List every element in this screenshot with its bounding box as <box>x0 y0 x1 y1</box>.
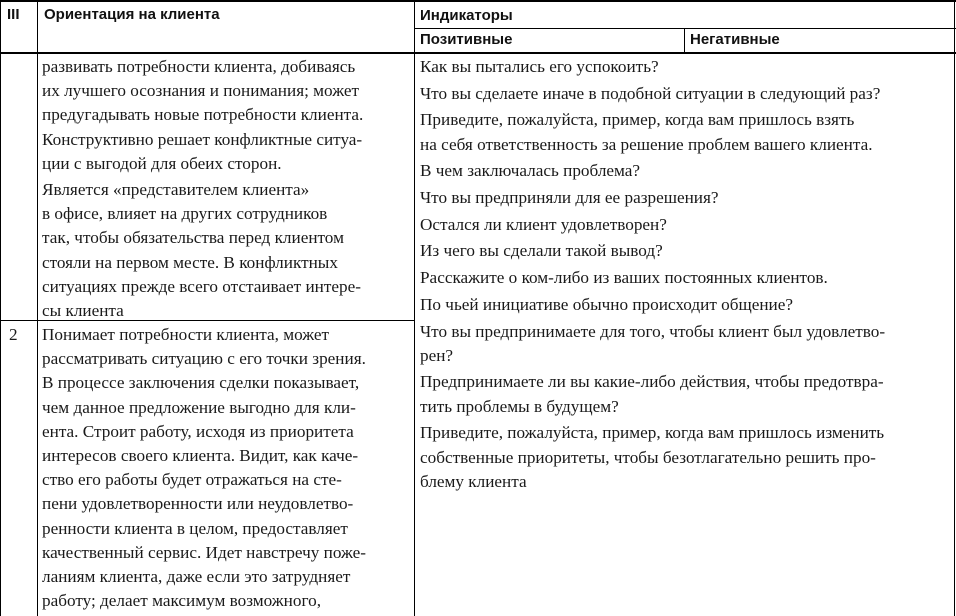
table-right-border <box>954 0 955 616</box>
text-line: работу; делает максимум возможного, <box>42 591 321 611</box>
question-item <box>420 266 952 290</box>
positive-negative-divider <box>684 28 685 54</box>
question-line: Что вы предпринимаете для того, чтобы клиент был удовлетво- <box>420 321 886 341</box>
question-line: Как вы пытались его успокоить? <box>420 57 659 76</box>
header-negative: Негативные <box>690 31 780 48</box>
question-line: По чьей инициативе обычно происходит общение? <box>420 294 793 314</box>
row-1-description <box>42 55 412 323</box>
header-indicators: Индикаторы <box>420 7 513 24</box>
header-bottom-border <box>0 52 956 54</box>
text-line: так, чтобы обязательства перед клиентом <box>42 228 344 248</box>
text-line: их лучшего осознания и понимания; может <box>42 81 360 101</box>
question-item <box>420 55 952 79</box>
question-item <box>420 293 952 317</box>
question-line: Из чего вы сделали такой вывод? <box>420 241 663 261</box>
question-line: Остался ли клиент удовлетворен? <box>420 214 667 234</box>
text-line: сы клиента <box>42 301 124 321</box>
text-line: пени удовлетворенности или неудовлетво- <box>42 494 354 514</box>
text-line: Является «представителем клиента» <box>42 180 310 200</box>
question-item <box>420 82 952 106</box>
row-2-level: 2 <box>9 325 18 344</box>
text-line: Понимает потребности клиента, может <box>42 325 330 344</box>
text-line: в офисе, влияет на других сотрудников <box>42 204 328 224</box>
text-line: предугадывать новые потребности клиента. <box>42 105 364 125</box>
question-line: тить проблемы в будущем? <box>420 396 619 416</box>
text-line: развивать потребности клиента, добиваясь <box>42 57 356 76</box>
question-line: Что вы предприняли для ее разрешения? <box>420 188 719 208</box>
text-line: чем данное предложение выгодно для кли- <box>42 397 356 417</box>
text-line: ента. Строит работу, исходя из приоритета <box>42 421 354 441</box>
header-positive: Позитивные <box>420 31 513 48</box>
text-line: ство его работы будет отражаться на сте- <box>42 470 342 490</box>
table-top-border <box>0 0 956 2</box>
row-2-paragraph-1 <box>42 323 412 613</box>
text-line: стояли на первом месте. В конфликтных <box>42 252 338 272</box>
question-item <box>420 320 952 368</box>
indicators-divider <box>414 28 956 29</box>
question-line: собственные приоритеты, чтобы безотлагательно решить про- <box>420 447 876 467</box>
header-competency: Ориентация на клиента <box>44 6 220 23</box>
question-line: Предпринимаете ли вы какие-либо действия, чтобы предотвра- <box>420 372 884 392</box>
table-left-border <box>0 0 1 616</box>
text-line: В процессе заключения сделки показывает, <box>42 373 360 393</box>
question-item <box>420 159 952 183</box>
text-line: ситуациях прежде всего отстаивает интере- <box>42 276 361 296</box>
question-line: Что вы сделаете иначе в подобной ситуации в следующий раз? <box>420 83 881 103</box>
question-line: блему клиента <box>420 471 527 491</box>
text-line: Конструктивно решает конфликтные ситуа- <box>42 129 363 149</box>
positive-indicators-questions <box>420 55 952 496</box>
num-col-divider <box>37 0 38 616</box>
question-item <box>420 370 952 418</box>
row-1-paragraph-2 <box>42 178 412 323</box>
question-line: на себя ответственность за решение проблем вашего клиента. <box>420 134 873 154</box>
question-item <box>420 186 952 210</box>
question-line: Приведите, пожалуйста, пример, когда вам пришлось взять <box>420 110 855 130</box>
text-line: интересов своего клиента. Видит, как каче- <box>42 446 359 466</box>
question-line: В чем заключалась проблема? <box>420 161 641 181</box>
text-line: рассматривать ситуацию с его точки зрения. <box>42 349 366 369</box>
text-line: ланиям клиента, даже если это затрудняет <box>42 567 351 587</box>
question-line: Расскажите о ком-либо из ваших постоянных клиентов. <box>420 268 828 288</box>
row-2-description <box>42 323 412 613</box>
text-line: ренности клиента в целом, предоставляет <box>42 518 348 538</box>
question-line: рен? <box>420 345 454 365</box>
text-line: качественный сервис. Идет навстречу поже- <box>42 542 367 562</box>
header-num: III <box>7 6 20 23</box>
row-1-paragraph-1 <box>42 55 412 176</box>
question-item <box>420 108 952 156</box>
question-line: Приведите, пожалуйста, пример, когда вам пришлось изменить <box>420 423 885 443</box>
question-item <box>420 239 952 263</box>
question-item <box>420 421 952 494</box>
text-line: ции с выгодой для обеих сторон. <box>42 153 282 173</box>
competency-col-divider <box>414 0 415 616</box>
question-item <box>420 213 952 237</box>
